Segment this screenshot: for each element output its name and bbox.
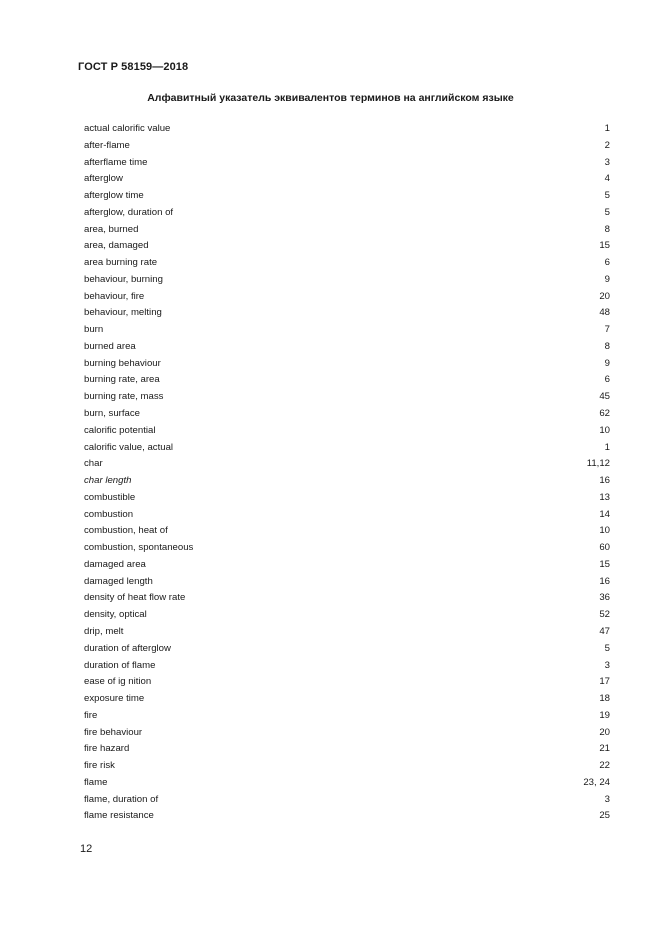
index-term: calorific value, actual [84, 441, 174, 453]
index-entry [84, 322, 610, 339]
index-entry [84, 188, 610, 205]
index-entry [84, 490, 610, 507]
index-entry [84, 523, 610, 540]
index-term-number: 1 [604, 441, 610, 453]
index-term-number: 62 [599, 408, 610, 420]
index-term: ease of ig nition [84, 676, 152, 688]
index-term-number: 5 [604, 190, 610, 202]
term-index-list [84, 121, 610, 825]
index-entry [84, 473, 610, 490]
index-term-number: 13 [599, 491, 610, 503]
index-term-number: 52 [599, 609, 610, 621]
index-entry [84, 372, 610, 389]
index-term-number: 60 [599, 542, 610, 554]
index-term: flame, duration of [84, 793, 159, 805]
index-term-number: 17 [599, 676, 610, 688]
index-term: combustion, spontaneous [84, 542, 194, 554]
index-entry [84, 691, 610, 708]
index-term: area burning rate [84, 257, 158, 269]
index-term-number: 9 [604, 273, 610, 285]
index-term-number: 23, 24 [583, 776, 610, 788]
index-term-number: 22 [599, 760, 610, 772]
index-term-number: 16 [599, 575, 610, 587]
index-entry [84, 406, 610, 423]
index-term: fire hazard [84, 743, 130, 755]
index-term-number: 4 [604, 173, 610, 185]
index-term-number: 14 [599, 508, 610, 520]
index-term-number: 15 [599, 558, 610, 570]
index-term-number: 15 [599, 240, 610, 252]
index-term-number: 10 [599, 525, 610, 537]
index-entry [84, 440, 610, 457]
index-term: actual calorific value [84, 123, 171, 134]
index-term-number: 20 [599, 290, 610, 302]
index-term: combustion [84, 508, 134, 520]
index-entry [84, 775, 610, 792]
index-term-number: 3 [604, 659, 610, 671]
index-entry [84, 205, 610, 222]
index-term: fire [84, 709, 98, 721]
index-term-number: 19 [599, 709, 610, 721]
index-term-number: 18 [599, 693, 610, 705]
page-number: 12 [80, 843, 93, 855]
index-term: char length [84, 475, 132, 487]
index-title: Алфавитный указатель эквивалентов терминов на английском языке [147, 92, 514, 104]
index-term-number: 20 [599, 726, 610, 738]
index-term: behaviour, fire [84, 290, 145, 302]
index-term: combustion, heat of [84, 525, 168, 537]
index-term: exposure time [84, 693, 145, 705]
index-entry [84, 222, 610, 239]
index-entry [84, 641, 610, 658]
index-entry [84, 590, 610, 607]
index-term: burning rate, mass [84, 391, 164, 403]
index-term: calorific potential [84, 424, 156, 436]
index-entry [84, 758, 610, 775]
index-entry [84, 557, 610, 574]
index-term-number: 47 [599, 625, 610, 637]
index-term: duration of flame [84, 659, 156, 671]
index-entry [84, 171, 610, 188]
index-term-number: 25 [599, 810, 610, 822]
index-entry [84, 255, 610, 272]
index-term-number: 3 [604, 793, 610, 805]
index-term: fire risk [84, 760, 115, 772]
index-term-number: 7 [604, 324, 610, 336]
index-term: char [84, 458, 103, 470]
index-term-number: 21 [599, 743, 610, 755]
index-term-number: 10 [599, 424, 610, 436]
index-term-number: 6 [604, 257, 610, 269]
index-entry [84, 507, 610, 524]
index-entry [84, 289, 610, 306]
index-term: afterglow, duration of [84, 206, 174, 218]
index-term-number: 48 [599, 307, 610, 319]
index-term: burning rate, area [84, 374, 160, 386]
index-entry [84, 272, 610, 289]
index-term: afterglow time [84, 190, 144, 202]
index-term: behaviour, melting [84, 307, 162, 319]
index-term-number: 5 [604, 206, 610, 218]
index-entry [84, 540, 610, 557]
index-term: density of heat flow rate [84, 592, 186, 604]
index-term: burning behaviour [84, 357, 161, 369]
index-term: afterglow [84, 173, 123, 185]
index-term-number: 3 [604, 156, 610, 168]
index-term-number: 5 [604, 642, 610, 654]
index-term-number: 11,12 [586, 458, 610, 470]
index-entry [84, 658, 610, 675]
index-term-number: 6 [604, 374, 610, 386]
index-term: flame [84, 776, 108, 788]
document-code: ГОСТ Р 58159—2018 [78, 61, 189, 73]
index-entry [84, 725, 610, 742]
index-term: damaged area [84, 558, 146, 570]
index-term: damaged length [84, 575, 153, 587]
index-entry [84, 389, 610, 406]
index-entry [84, 339, 610, 356]
index-term: area, damaged [84, 240, 149, 252]
index-entry [84, 741, 610, 758]
index-entry [84, 792, 610, 809]
index-entry [84, 708, 610, 725]
index-entry [84, 238, 610, 255]
index-term: afterflame time [84, 156, 148, 168]
index-term: combustible [84, 491, 136, 503]
index-entry [84, 305, 610, 322]
index-term-number: 1 [604, 123, 610, 134]
index-entry [84, 607, 610, 624]
index-entry [84, 674, 610, 691]
index-entry [84, 574, 610, 591]
index-term-number: 9 [604, 357, 610, 369]
index-entry [84, 624, 610, 641]
index-term: drip, melt [84, 625, 124, 637]
index-term: after-flame [84, 139, 130, 151]
index-term-number: 8 [604, 223, 610, 235]
index-entry [84, 138, 610, 155]
index-term: fire behaviour [84, 726, 143, 738]
index-term-number: 45 [599, 391, 610, 403]
index-term-number: 36 [599, 592, 610, 604]
index-entry [84, 356, 610, 373]
index-term: burn, surface [84, 408, 140, 420]
index-term-number: 2 [604, 139, 610, 151]
index-entry [84, 456, 610, 473]
index-term: burned area [84, 340, 136, 352]
index-entry [84, 423, 610, 440]
index-term-number: 8 [604, 340, 610, 352]
index-term: behaviour, burning [84, 273, 163, 285]
index-term: burn [84, 324, 104, 336]
index-term: density, optical [84, 609, 147, 621]
index-entry [84, 808, 610, 825]
index-term-number: 16 [599, 475, 610, 487]
index-term: duration of afterglow [84, 642, 171, 654]
index-entry [84, 155, 610, 172]
index-entry [84, 121, 610, 138]
index-term: flame resistance [84, 810, 154, 822]
index-term: area, burned [84, 223, 139, 235]
